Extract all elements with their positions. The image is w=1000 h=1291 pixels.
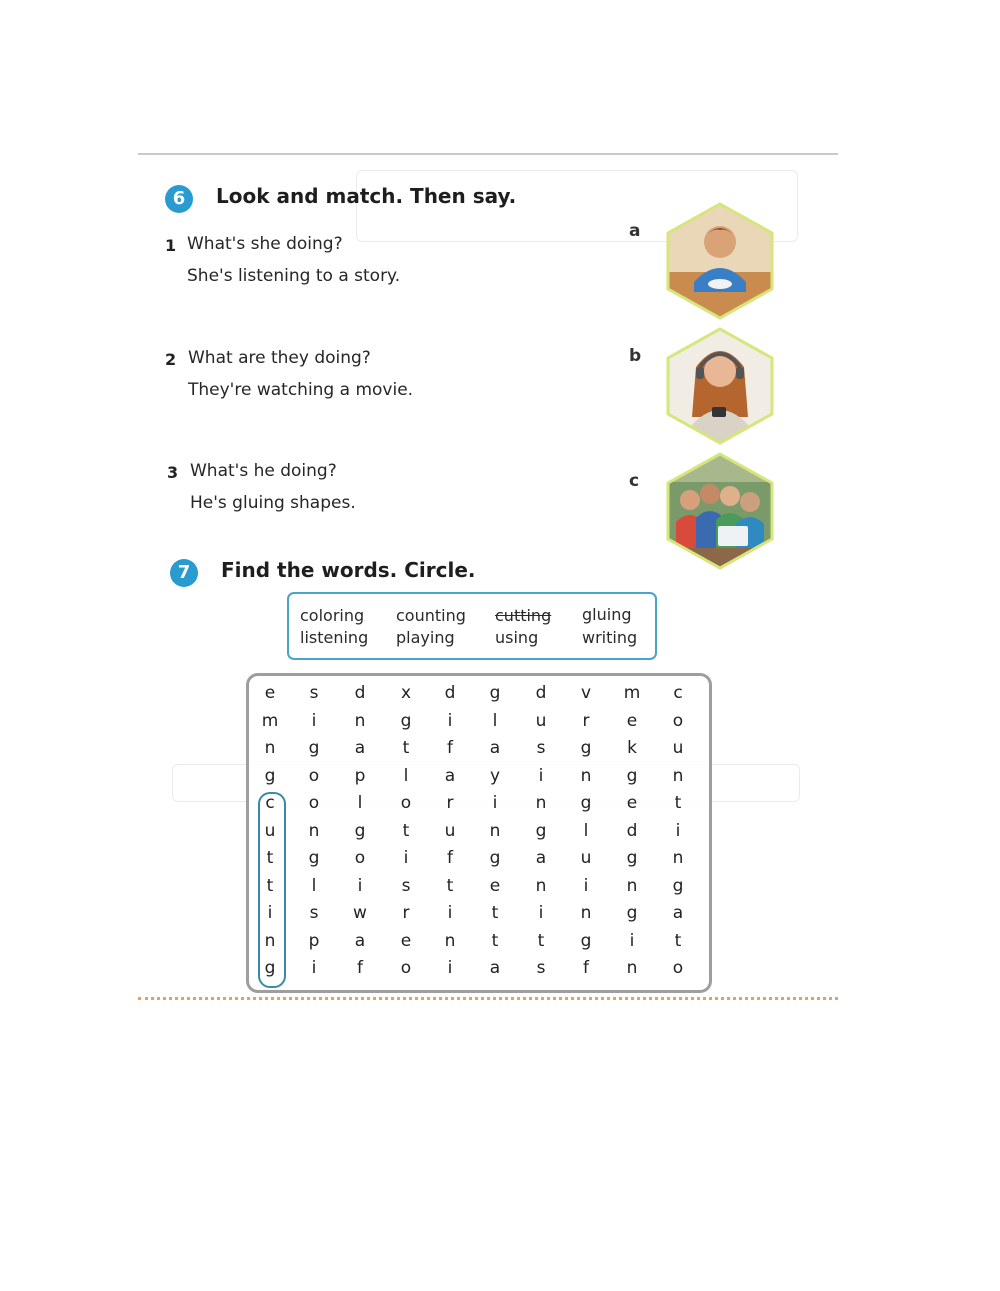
- exercise-7-badge: 7: [170, 559, 198, 587]
- cutting-circle-mark: [258, 792, 286, 988]
- grid-letter: p: [308, 931, 320, 951]
- grid-letter: w: [353, 903, 367, 923]
- grid-letter: m: [261, 711, 279, 731]
- picture-b-letter: b: [629, 346, 642, 366]
- question-3-text: What's he doing?: [190, 461, 337, 481]
- grid-letter: l: [583, 821, 589, 841]
- grid-letter: e: [626, 793, 638, 813]
- grid-letter: n: [626, 876, 638, 896]
- question-1-number: 1: [165, 236, 177, 255]
- question-2-number: 2: [165, 350, 177, 369]
- grid-letter: i: [538, 766, 544, 786]
- question-3-number: 3: [167, 463, 179, 482]
- grid-letter: i: [403, 848, 409, 868]
- grid-letter: a: [535, 848, 547, 868]
- grid-letter: o: [308, 766, 320, 786]
- grid-letter: g: [580, 931, 592, 951]
- grid-letter: o: [672, 711, 684, 731]
- grid-letter: l: [311, 876, 317, 896]
- grid-letter: u: [444, 821, 456, 841]
- grid-letter: p: [354, 766, 366, 786]
- grid-letter: g: [354, 821, 366, 841]
- grid-letter: v: [580, 683, 592, 703]
- grid-letter: n: [308, 821, 320, 841]
- grid-letter: i: [267, 903, 273, 923]
- grid-letter: n: [264, 931, 276, 951]
- grid-letter: g: [400, 711, 412, 731]
- grid-letter: g: [264, 766, 276, 786]
- word-writing: writing: [582, 628, 638, 647]
- grid-letter: d: [535, 683, 547, 703]
- grid-letter: m: [623, 683, 641, 703]
- grid-letter: g: [264, 958, 276, 978]
- grid-letter: r: [582, 711, 590, 731]
- grid-letter: g: [580, 793, 592, 813]
- grid-letter: g: [308, 738, 320, 758]
- grid-letter: i: [629, 931, 635, 951]
- grid-letter: g: [308, 848, 320, 868]
- grid-letter: r: [402, 903, 410, 923]
- picture-b-girl-photo: [666, 327, 774, 445]
- grid-letter: g: [489, 848, 501, 868]
- grid-letter: i: [447, 903, 453, 923]
- grid-letter: d: [354, 683, 366, 703]
- grid-letter: k: [627, 738, 637, 758]
- grid-letter: a: [354, 738, 366, 758]
- grid-letter: f: [447, 738, 453, 758]
- grid-letter: l: [492, 711, 498, 731]
- picture-c-letter: c: [629, 471, 640, 491]
- grid-letter: g: [489, 683, 501, 703]
- grid-letter: t: [266, 876, 274, 896]
- grid-letter: n: [580, 766, 592, 786]
- grid-letter: l: [357, 793, 363, 813]
- grid-letter: a: [672, 903, 684, 923]
- grid-letter: t: [491, 903, 499, 923]
- grid-letter: o: [400, 958, 412, 978]
- grid-letter: g: [626, 848, 638, 868]
- grid-letter: o: [354, 848, 366, 868]
- grid-letter: t: [446, 876, 454, 896]
- grid-letter: i: [357, 876, 363, 896]
- grid-letter: s: [309, 683, 319, 703]
- grid-letter: u: [672, 738, 684, 758]
- grid-letter: t: [674, 793, 682, 813]
- top-rule: [138, 153, 838, 155]
- question-1-answer: She's listening to a story.: [187, 266, 401, 286]
- grid-letter: t: [491, 931, 499, 951]
- grid-letter: u: [535, 711, 547, 731]
- grid-letter: i: [538, 903, 544, 923]
- grid-letter: a: [444, 766, 456, 786]
- grid-letter: e: [264, 683, 276, 703]
- grid-letter: u: [580, 848, 592, 868]
- grid-letter: g: [626, 766, 638, 786]
- grid-letter: n: [672, 766, 684, 786]
- grid-letter: f: [583, 958, 589, 978]
- grid-letter: r: [446, 793, 454, 813]
- grid-letter: i: [447, 711, 453, 731]
- grid-letter: d: [626, 821, 638, 841]
- grid-letter: g: [626, 903, 638, 923]
- picture-c-children-photo: [666, 452, 774, 570]
- grid-letter: n: [444, 931, 456, 951]
- grid-letter: c: [265, 793, 275, 813]
- grid-letter: l: [403, 766, 409, 786]
- grid-letter: a: [354, 931, 366, 951]
- grid-letter: f: [357, 958, 363, 978]
- grid-letter: n: [580, 903, 592, 923]
- grid-letter: f: [447, 848, 453, 868]
- word-gluing: gluing: [582, 605, 632, 624]
- grid-letter: t: [402, 821, 410, 841]
- grid-letter: x: [400, 683, 412, 703]
- grid-letter: s: [309, 903, 319, 923]
- grid-letter: i: [447, 958, 453, 978]
- grid-letter: n: [672, 848, 684, 868]
- grid-letter: e: [489, 876, 501, 896]
- grid-letter: a: [489, 958, 501, 978]
- question-3-answer: He's gluing shapes.: [190, 493, 356, 513]
- word-bank: [287, 592, 657, 660]
- grid-letter: n: [354, 711, 366, 731]
- grid-letter: i: [311, 711, 317, 731]
- grid-letter: t: [266, 848, 274, 868]
- grid-letter: g: [580, 738, 592, 758]
- grid-letter: s: [401, 876, 411, 896]
- grid-letter: e: [400, 931, 412, 951]
- grid-letter: o: [400, 793, 412, 813]
- grid-letter: i: [492, 793, 498, 813]
- grid-letter: n: [535, 793, 547, 813]
- grid-letter: c: [673, 683, 683, 703]
- grid-letter: i: [675, 821, 681, 841]
- word-listening: listening: [300, 628, 369, 647]
- question-1-text: What's she doing?: [187, 234, 343, 254]
- grid-letter: o: [308, 793, 320, 813]
- grid-letter: t: [537, 931, 545, 951]
- grid-letter: i: [311, 958, 317, 978]
- grid-letter: g: [672, 876, 684, 896]
- grid-letter: n: [264, 738, 276, 758]
- grid-letter: t: [402, 738, 410, 758]
- word-playing: playing: [396, 628, 455, 647]
- grid-letter: n: [626, 958, 638, 978]
- word-coloring: coloring: [300, 606, 365, 625]
- question-2-text: What are they doing?: [188, 348, 371, 368]
- question-2-answer: They're watching a movie.: [188, 380, 414, 400]
- grid-letter: a: [489, 738, 501, 758]
- grid-letter: u: [264, 821, 276, 841]
- exercise-7-title: Find the words. Circle.: [221, 558, 476, 582]
- grid-letter: s: [536, 958, 546, 978]
- grid-letter: t: [674, 931, 682, 951]
- grid-letter: d: [444, 683, 456, 703]
- exercise-6-badge: 6: [165, 185, 193, 213]
- grid-letter: s: [536, 738, 546, 758]
- word-cutting: cutting: [495, 606, 552, 625]
- picture-a-letter: a: [629, 221, 641, 241]
- grid-letter: n: [535, 876, 547, 896]
- bottom-rule: [138, 997, 838, 1000]
- grid-letter: g: [535, 821, 547, 841]
- picture-a-boy-photo: [666, 202, 774, 320]
- grid-letter: y: [489, 766, 501, 786]
- word-using: using: [495, 628, 539, 647]
- word-counting: counting: [396, 606, 466, 625]
- exercise-6-title: Look and match. Then say.: [216, 184, 517, 208]
- grid-letter: n: [489, 821, 501, 841]
- grid-letter: i: [583, 876, 589, 896]
- grid-letter: o: [672, 958, 684, 978]
- grid-letter: e: [626, 711, 638, 731]
